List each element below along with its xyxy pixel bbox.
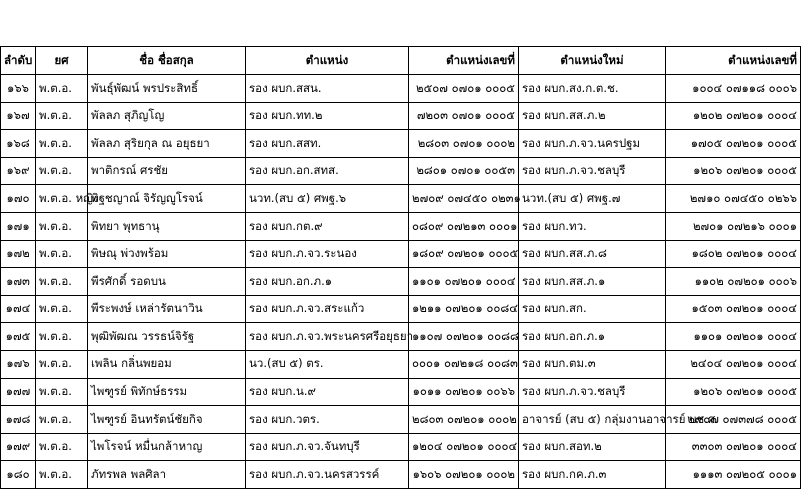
table-header-row (1, 47, 801, 75)
row-number-cell: ๑๗๑ (1, 212, 36, 240)
rank-cell: พ.ต.อ. (36, 102, 88, 130)
table-row (1, 212, 801, 240)
full-name-cell: ภัทรพล พลศิลา (88, 461, 246, 489)
row-number-cell: ๑๗๕ (1, 323, 36, 351)
new-position-cell: รอง ผบก.กค.ภ.๓ (519, 461, 666, 489)
rank-cell: พ.ต.อ. (36, 350, 88, 378)
new-position-cell: รอง ผบก.อก.ภ.๑ (519, 323, 666, 351)
current-position-cell: รอง ผบก.กต.๙ (246, 212, 409, 240)
table-row (1, 157, 801, 185)
position-code-cell: ๑๑๐๗ ๐๗๒๐๑ ๐๐๘๘ (409, 323, 519, 351)
new-position-code-cell: ๑๒๐๖ ๐๗๒๐๑ ๐๐๐๕ (666, 157, 801, 185)
new-position-cell: รอง ผบก.ทว. (519, 212, 666, 240)
row-number-cell: ๑๗๗ (1, 378, 36, 406)
row-number-cell: ๑๖๖ (1, 75, 36, 103)
rank-cell: พ.ต.อ. (36, 378, 88, 406)
position-code-cell: ๒๘๐๓ ๐๗๒๐๑ ๐๐๐๒ (409, 406, 519, 434)
table-row (1, 433, 801, 461)
new-position-cell: รอง ผบก.ตม.๓ (519, 350, 666, 378)
rank-cell: พ.ต.อ. (36, 268, 88, 296)
header-name: ชื่อ ชื่อสกุล (88, 47, 246, 75)
current-position-cell: รอง ผบก.ภ.จว.ระนอง (246, 240, 409, 268)
table-row (1, 75, 801, 103)
position-code-cell: ๒๗๐๙ ๐๗๔๕๐ ๐๒๓๑ (409, 185, 519, 213)
full-name-cell: พิษณุ พ่วงพร้อม (88, 240, 246, 268)
full-name-cell: พุฒิพัฒณ วรรธน์จิรัฐ (88, 323, 246, 351)
full-name-cell: พิทยา พุทธานุ (88, 212, 246, 240)
position-code-cell: ๑๑๐๑ ๐๗๒๐๑ ๐๐๐๔ (409, 268, 519, 296)
full-name-cell: พีระพงษ์ เหล่ารัตนาวิน (88, 295, 246, 323)
position-code-cell: ๑๐๑๑ ๐๗๒๐๑ ๐๐๖๖ (409, 378, 519, 406)
row-number-cell: ๑๖๙ (1, 157, 36, 185)
row-number-cell: ๑๗๖ (1, 350, 36, 378)
row-number-cell: ๑๖๗ (1, 102, 36, 130)
current-position-cell: รอง ผบก.ทท.๒ (246, 102, 409, 130)
position-code-cell: ๐๐๐๑ ๐๗๒๑๘ ๐๐๘๓ (409, 350, 519, 378)
current-position-cell: รอง ผบก.ภ.จว.จันทบุรี (246, 433, 409, 461)
new-position-code-cell: ๑๗๐๕ ๐๗๒๐๑ ๐๐๐๕ (666, 130, 801, 158)
table-row (1, 240, 801, 268)
row-number-cell: ๑๖๘ (1, 130, 36, 158)
new-position-cell: รอง ผบก.สก. (519, 295, 666, 323)
position-code-cell: ๗๒๐๓ ๐๗๐๑ ๐๐๐๕ (409, 102, 519, 130)
position-code-cell: ๐๘๐๙ ๐๗๒๑๓ ๐๐๐๑ (409, 212, 519, 240)
new-position-cell: รอง ผบก.ภ.จว.ชลบุรี (519, 157, 666, 185)
table-row (1, 185, 801, 213)
rank-cell: พ.ต.อ. (36, 433, 88, 461)
header-position-code: ตำแหน่งเลขที่ (409, 47, 519, 75)
current-position-cell: รอง ผบก.สสท. (246, 130, 409, 158)
full-name-cell: พาติกรณ์ ศรชัย (88, 157, 246, 185)
rank-cell: พ.ต.อ. (36, 240, 88, 268)
table-row (1, 378, 801, 406)
rank-cell: พ.ต.อ. (36, 295, 88, 323)
table-row (1, 461, 801, 489)
current-position-cell: รอง ผบก.อก.ภ.๑ (246, 268, 409, 296)
row-number-cell: ๑๗๙ (1, 433, 36, 461)
rank-cell: พ.ต.อ. (36, 323, 88, 351)
current-position-cell: รอง ผบก.สสน. (246, 75, 409, 103)
new-position-code-cell: ๑๑๐๒ ๐๗๒๐๑ ๐๐๐๖ (666, 268, 801, 296)
row-number-cell: ๑๘๐ (1, 461, 36, 489)
new-position-cell: อาจารย์ (สบ ๕) กลุ่มงานอาจารย์ บช.ศ. (519, 406, 666, 434)
full-name-cell: ไพโรจน์ หมื่นกล้าหาญ (88, 433, 246, 461)
new-position-cell: รอง ผบก.สอท.๒ (519, 433, 666, 461)
new-position-cell: รอง ผบก.สส.ภ.๑ (519, 268, 666, 296)
row-number-cell: ๑๗๘ (1, 406, 36, 434)
new-position-code-cell: ๓๓๐๓ ๐๗๒๐๑ ๐๐๐๔ (666, 433, 801, 461)
rank-cell: พ.ต.อ. (36, 406, 88, 434)
current-position-cell: รอง ผบก.ภ.จว.สระแก้ว (246, 295, 409, 323)
rank-cell: พ.ต.อ. (36, 212, 88, 240)
position-code-cell: ๒๘๐๓ ๐๗๐๑ ๐๐๐๒ (409, 130, 519, 158)
rank-cell: พ.ต.อ. (36, 461, 88, 489)
new-position-cell: รอง ผบก.ภ.จว.นครปฐม (519, 130, 666, 158)
table-row (1, 295, 801, 323)
table-row (1, 130, 801, 158)
current-position-cell: นวท.(สบ ๕) ศพฐ.๖ (246, 185, 409, 213)
table-row (1, 350, 801, 378)
new-position-cell: รอง ผบก.สง.ก.ต.ช. (519, 75, 666, 103)
header-position: ตำแหน่ง (246, 47, 409, 75)
new-position-cell: รอง ผบก.สส.ภ.๒ (519, 102, 666, 130)
position-code-cell: ๑๒๐๔ ๐๗๒๐๑ ๐๐๐๔ (409, 433, 519, 461)
new-position-code-cell: ๒๙๐๗ ๐๗๓๗๘ ๐๐๐๕ (666, 406, 801, 434)
row-number-cell: ๑๗๐ (1, 185, 36, 213)
header-no: ลำดับ (1, 47, 36, 75)
position-code-cell: ๑๘๐๙ ๐๗๒๐๑ ๐๐๐๕ (409, 240, 519, 268)
new-position-cell: นวท.(สบ ๕) ศพฐ.๗ (519, 185, 666, 213)
full-name-cell: พัลลภ สุริยกุล ณ อยุธยา (88, 130, 246, 158)
new-position-cell: รอง ผบก.ภ.จว.ชลบุรี (519, 378, 666, 406)
new-position-code-cell: ๑๒๐๒ ๐๗๒๐๑ ๐๐๐๔ (666, 102, 801, 130)
new-position-code-cell: ๑๑๐๑ ๐๗๒๐๑ ๐๐๐๔ (666, 323, 801, 351)
row-number-cell: ๑๗๓ (1, 268, 36, 296)
position-code-cell: ๑๒๑๑ ๐๗๒๐๑ ๐๐๘๔ (409, 295, 519, 323)
table-row (1, 268, 801, 296)
table-row (1, 406, 801, 434)
full-name-cell: พัลลภ สุภิญโญ (88, 102, 246, 130)
current-position-cell: รอง ผบก.น.๙ (246, 378, 409, 406)
full-name-cell: พีรศักดิ์ รอดบน (88, 268, 246, 296)
new-position-code-cell: ๑๐๐๔ ๐๗๑๑๘ ๐๐๐๖ (666, 75, 801, 103)
new-position-code-cell: ๒๗๐๑ ๐๗๒๑๖ ๐๐๐๑ (666, 212, 801, 240)
full-name-cell: พันธุ์พัฒน์ พรประสิทธิ์ (88, 75, 246, 103)
new-position-code-cell: ๒๗๑๐ ๐๗๔๕๐ ๐๒๖๖ (666, 185, 801, 213)
rank-cell: พ.ต.อ. (36, 75, 88, 103)
full-name-cell: พิฐชญาณ์ จิรัญญูโรจน์ (88, 185, 246, 213)
header-new-position: ตำแหน่งใหม่ (519, 47, 666, 75)
current-position-cell: นว.(สบ ๕) ตร. (246, 350, 409, 378)
new-position-code-cell: ๑๕๐๓ ๐๗๒๐๑ ๐๐๐๔ (666, 295, 801, 323)
position-code-cell: ๒๕๐๗ ๐๗๐๑ ๐๐๐๕ (409, 75, 519, 103)
new-position-code-cell: ๑๘๐๒ ๐๗๒๐๑ ๐๐๐๔ (666, 240, 801, 268)
new-position-code-cell: ๑๒๐๖ ๐๗๒๐๑ ๐๐๐๕ (666, 378, 801, 406)
position-code-cell: ๒๘๐๑ ๐๗๐๑ ๐๐๕๓ (409, 157, 519, 185)
full-name-cell: ไพฑูรย์ อินทรัตน์ชัยกิจ (88, 406, 246, 434)
full-name-cell: เพลิน กลิ่นพยอม (88, 350, 246, 378)
new-position-code-cell: ๑๑๑๓ ๐๗๒๐๕ ๐๐๐๑ (666, 461, 801, 489)
table-row (1, 102, 801, 130)
current-position-cell: รอง ผบก.ภ.จว.นครสวรรค์ (246, 461, 409, 489)
current-position-cell: รอง ผบก.วตร. (246, 406, 409, 434)
position-code-cell: ๑๖๐๖ ๐๗๒๐๑ ๐๐๐๒ (409, 461, 519, 489)
current-position-cell: รอง ผบก.อก.สทส. (246, 157, 409, 185)
full-name-cell: ไพฑูรย์ พิทักษ์ธรรม (88, 378, 246, 406)
rank-cell: พ.ต.อ. หญิง (36, 185, 88, 213)
new-position-code-cell: ๒๔๐๔ ๐๗๒๐๑ ๐๐๐๔ (666, 350, 801, 378)
new-position-cell: รอง ผบก.สส.ภ.๘ (519, 240, 666, 268)
header-new-position-code: ตำแหน่งเลขที่ (666, 47, 801, 75)
header-rank: ยศ (36, 47, 88, 75)
rank-cell: พ.ต.อ. (36, 130, 88, 158)
rank-cell: พ.ต.อ. (36, 157, 88, 185)
table-row (1, 323, 801, 351)
row-number-cell: ๑๗๔ (1, 295, 36, 323)
row-number-cell: ๑๗๒ (1, 240, 36, 268)
current-position-cell: รอง ผบก.ภ.จว.พระนครศรีอยุธยา (246, 323, 409, 351)
transfer-table (0, 46, 801, 489)
